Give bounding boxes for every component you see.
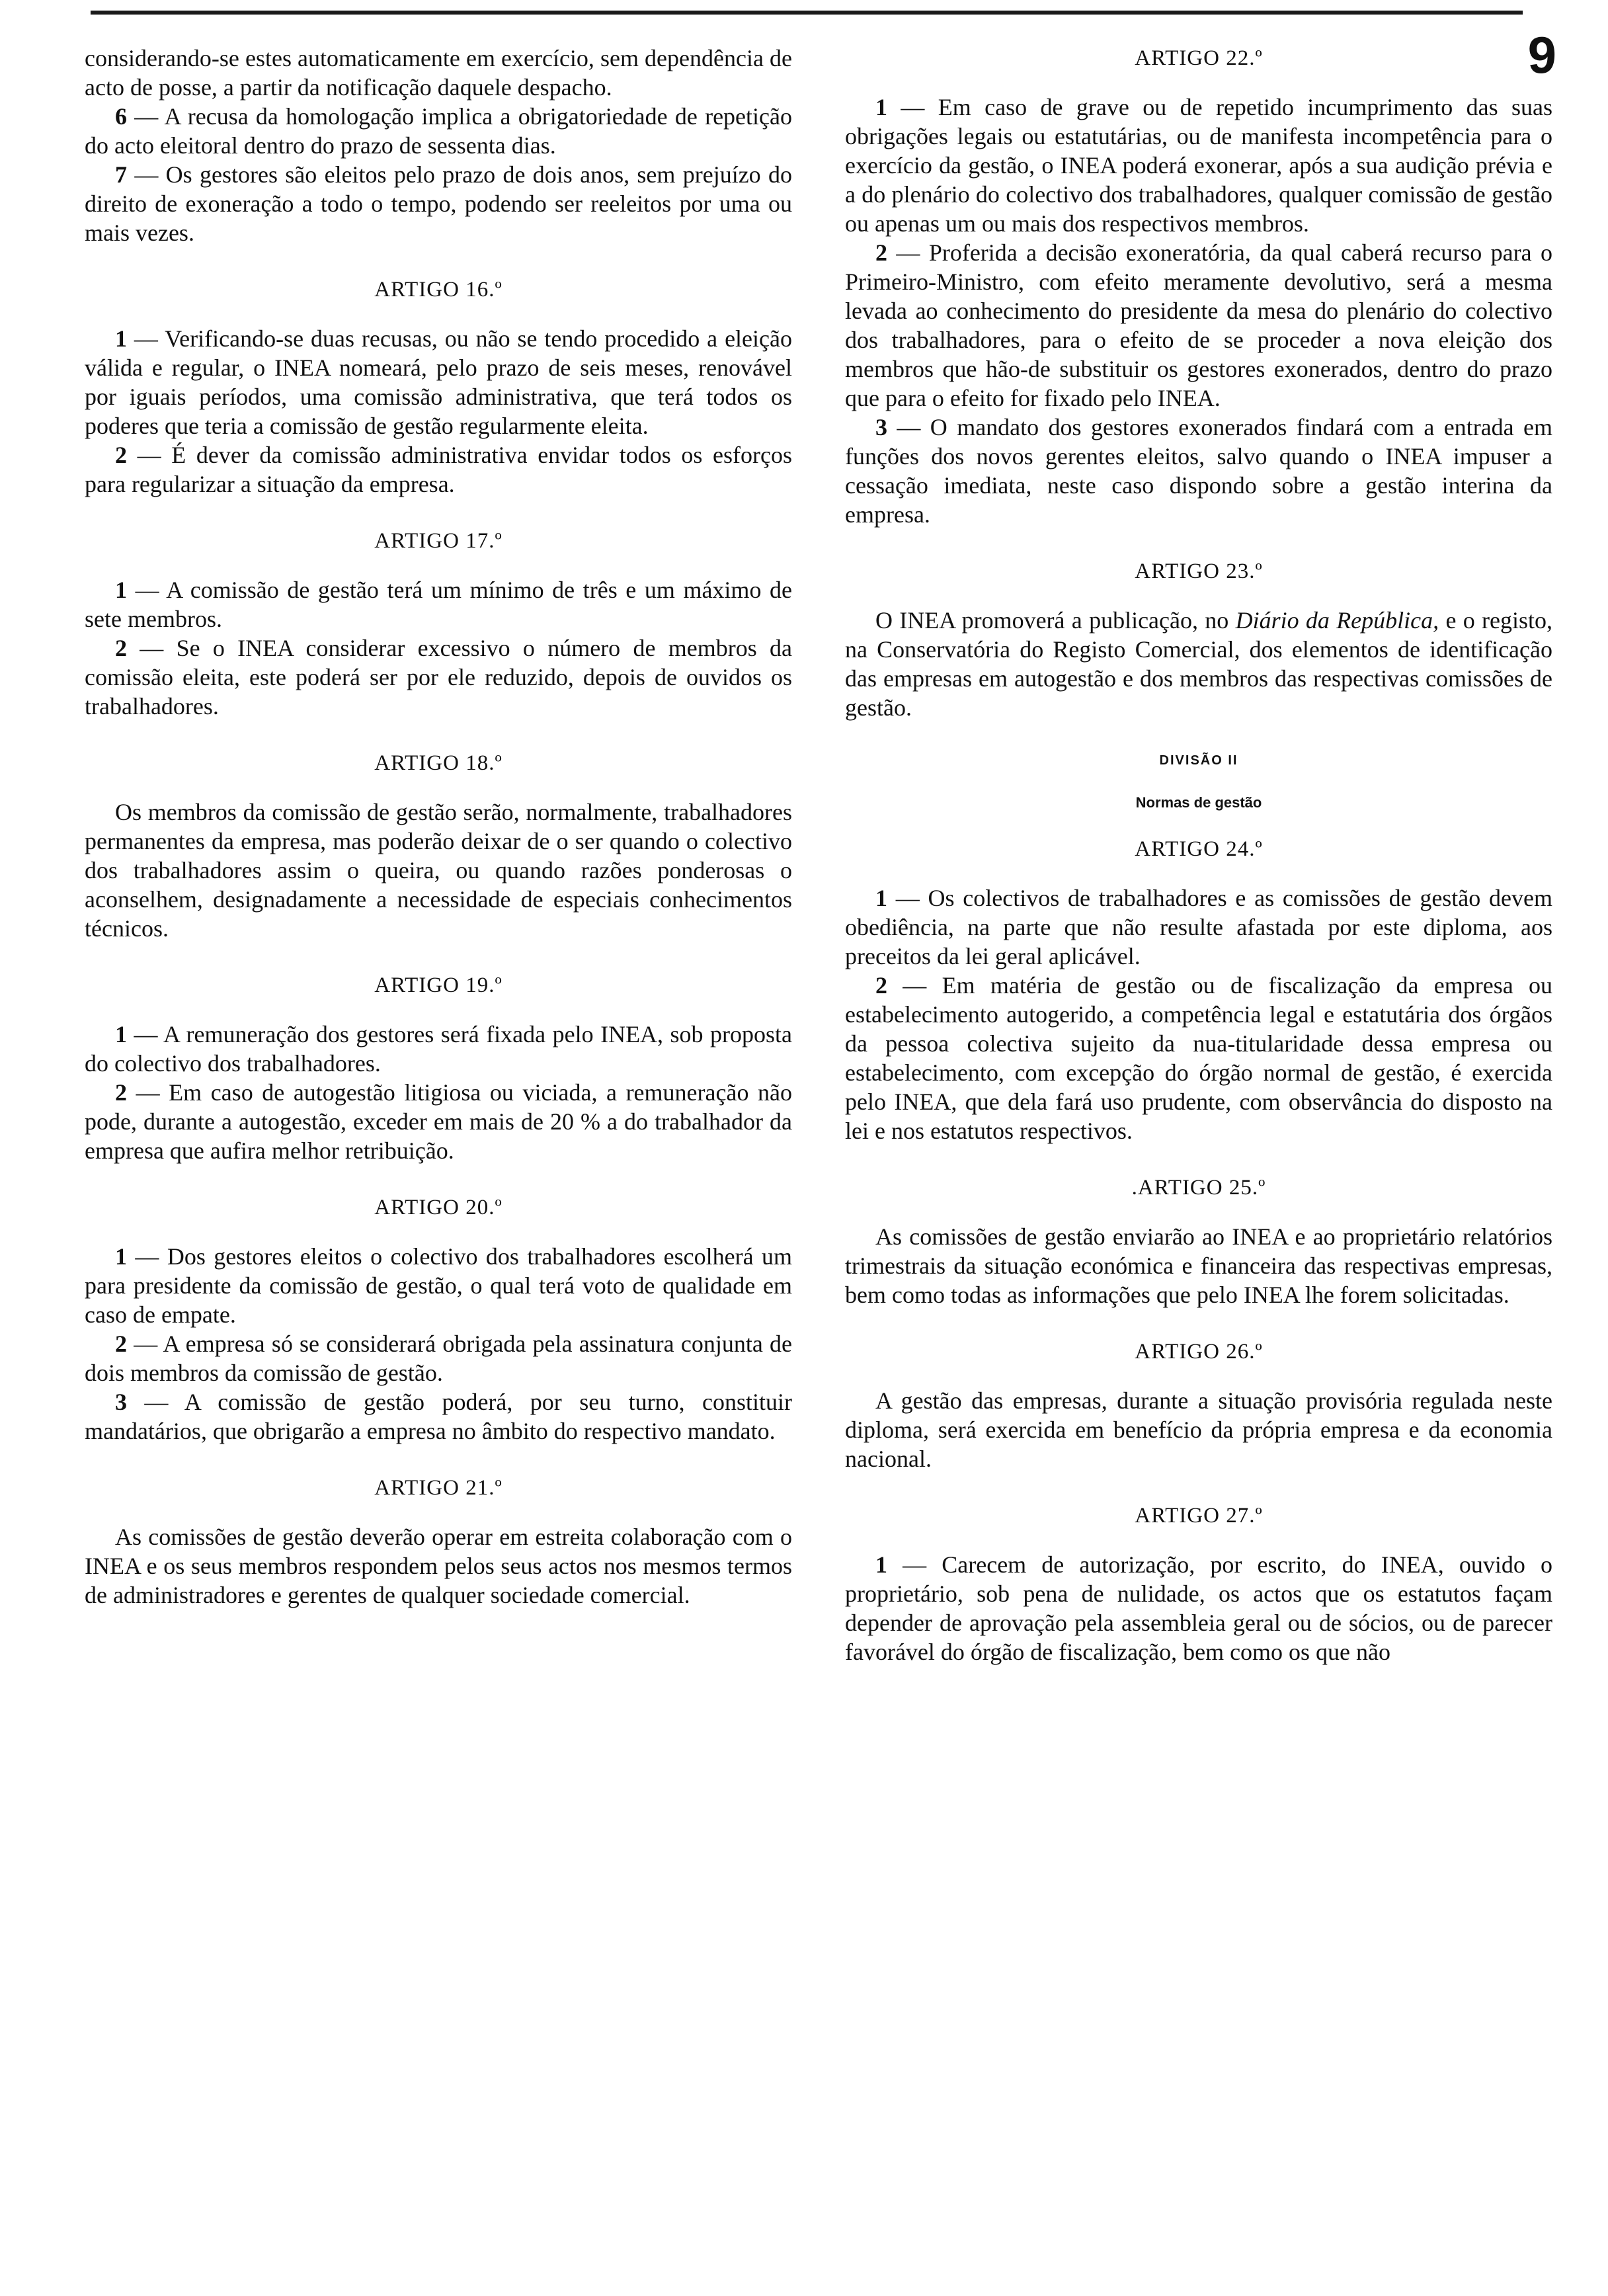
paragraph-number: 7: [115, 161, 127, 188]
division-label: DIVISÃO II: [1159, 753, 1238, 768]
paragraph: considerando-se estes automaticamente em exercício, sem dependência de acto de posse, a partir da notificação daquele despacho.: [85, 45, 792, 101]
paragraph: 1 — Os colectivos de trabalhadores e as comissões de gestão devem obediência, na parte que não resulte afastada por este diploma, aos preceitos da lei geral aplicável.: [845, 885, 1552, 969]
article-heading: ARTIGO 20.º: [374, 1196, 502, 1219]
paragraph-number: 1: [115, 1243, 127, 1270]
paragraph: 2 — Se o INEA considerar excessivo o número de membros da comissão eleita, este poderá ser por ele reduzido, depois de ouvidos os trabalhadores.: [85, 635, 793, 719]
paragraph-text: Proferida a decisão exoneratória, da qual caberá recurso para o Primeiro-Ministro, com efeito meramente devolutivo, será a mesma levada ao conhecimento do presidente da mesa do plenário do colectivo dos trabalhadores, para o efeito de se proceder a nova eleição dos membros que hão-de substituir os gestores exonerados, dentro do prazo que para o efeito for fixado pelo INEA.: [845, 239, 1553, 411]
article-heading: ARTIGO 22.º: [1135, 46, 1263, 70]
article-heading: ARTIGO 16.º: [374, 278, 502, 302]
paragraph: 2 — A empresa só se considerará obrigada pela assinatura conjunta de dois membros da comissão de gestão.: [85, 1331, 793, 1386]
paragraph: 1 — Carecem de autorização, por escrito, do INEA, ouvido o proprietário, sob pena de nulidade, os actos que os estatutos façam depender de aprovação pela assembleia geral ou de sócios, ou de parecer favorável do órgão de fiscalização, bem como os que não: [845, 1551, 1553, 1665]
paragraph-text: Em caso de grave ou de repetido incumprimento das suas obrigações legais ou estatutárias, ou de manifesta incompetência para o exercício da gestão, o INEA poderá exonerar, após a sua audição prévia e a do plenário do colectivo dos trabalhadores, qualquer comissão de gestão ou apenas um ou mais dos respectivos membros.: [845, 94, 1552, 237]
paragraph: 3 — A comissão de gestão poderá, por seu turno, constituir mandatários, que obrigarão a empresa no âmbito do respectivo mandato.: [85, 1389, 792, 1444]
paragraph-text: O mandato dos gestores exonerados findará com a entrada em funções dos novos gerentes eleitos, salvo quando o INEA impuser a cessação imediata, neste caso dispondo sobre a gestão interina da empresa.: [845, 414, 1553, 528]
paragraph-text: Dos gestores eleitos o colectivo dos trabalhadores escolherá um para presidente da comissão de gestão, o qual terá voto de qualidade em caso de empate.: [85, 1243, 793, 1328]
paragraph: Os membros da comissão de gestão serão, normalmente, trabalhadores permanentes da empresa, mas poderão deixar de o ser quando o colectivo dos trabalhadores assim o queira, ou quando razões ponderosas o aconselhem, designadamente a necessidade de especiais conhecimentos técnicos.: [85, 799, 792, 942]
article-heading: ARTIGO 17.º: [374, 529, 502, 553]
paragraph-number: 1: [115, 325, 127, 352]
paragraph: 1 — Verificando-se duas recusas, ou não se tendo procedido a eleição válida e regular, o INEA nomeará, pelo prazo de seis meses, renovável por iguais períodos, uma comissão administrativa, que terá todos os poderes que teria a comissão de gestão regularmente eleita.: [85, 325, 792, 439]
paragraph-text: O INEA promoverá a publicação, no: [875, 607, 1236, 634]
paragraph-text: A comissão de gestão terá um mínimo de três e um máximo de sete membros.: [85, 577, 793, 632]
paragraph-number: 2: [115, 442, 127, 468]
article-heading: ARTIGO 21.º: [374, 1476, 502, 1500]
paragraph-number: 2: [875, 239, 887, 266]
paragraph: 6 — A recusa da homologação implica a obrigatoriedade de repetição do acto eleitoral dentro do prazo de sessenta dias.: [85, 103, 793, 159]
division-title: Normas de gestão: [1135, 794, 1262, 811]
paragraph-number: 1: [115, 1021, 127, 1047]
paragraph: A gestão das empresas, durante a situação provisória regulada neste diploma, será exercida em benefício da própria empresa e da economia nacional.: [845, 1387, 1552, 1472]
paragraph: 2 — Proferida a decisão exoneratória, da qual caberá recurso para o Primeiro-Ministro, com efeito meramente devolutivo, será a mesma levada ao conhecimento do presidente da mesa do plenário do colectivo dos trabalhadores, para o efeito de se proceder a nova eleição dos membros que hão-de substituir os gestores exonerados, dentro do prazo que para o efeito for fixado pelo INEA.: [845, 239, 1553, 411]
left-column: [85, 44, 792, 1610]
paragraph-text: Em matéria de gestão ou de fiscalização da empresa ou estabelecimento autogerido, a competência legal e estatutária dos órgãos da pessoa colectiva sujeito da nua-titularidade dessa empresa ou estabelecimento, com excepção do órgão normal de gestão, é exercida pelo INEA, que dela fará uso prudente, com observância do disposto na lei e nos estatutos respectivos.: [845, 972, 1553, 1144]
paragraph-text: A empresa só se considerará obrigada pela assinatura conjunta de dois membros da comissão de gestão.: [85, 1331, 793, 1386]
paragraph-number: 1: [875, 1551, 887, 1578]
top-rule: [91, 11, 1523, 15]
paragraph: 1 — A comissão de gestão terá um mínimo de três e um máximo de sete membros.: [85, 577, 793, 632]
paragraph-text: Verificando-se duas recusas, ou não se tendo procedido a eleição válida e regular, o INEA nomeará, pelo prazo de seis meses, renovável por iguais períodos, uma comissão administrativa, que terá todos os poderes que teria a comissão de gestão regularmente eleita.: [85, 325, 792, 439]
article-heading: ARTIGO 24.º: [1135, 837, 1263, 861]
paragraph-text: Carecem de autorização, por escrito, do INEA, ouvido o proprietário, sob pena de nulidade, os actos que os estatutos façam depender de aprovação pela assembleia geral ou de sócios, ou de parecer favorável do órgão de fiscalização, bem como os que não: [845, 1551, 1553, 1665]
paragraph: 2 — Em caso de autogestão litigiosa ou viciada, a remuneração não pode, durante a autogestão, exceder em mais de 20 % a do trabalhador da empresa que aufira melhor retribuição.: [85, 1079, 792, 1164]
article-heading: ARTIGO 18.º: [374, 751, 502, 775]
paragraph-text: Em caso de autogestão litigiosa ou viciada, a remuneração não pode, durante a autogestão, exceder em mais de 20 % a do trabalhador da empresa que aufira melhor retribuição.: [85, 1079, 792, 1164]
paragraph-number: 3: [115, 1389, 127, 1415]
paragraph: 2 — Em matéria de gestão ou de fiscalização da empresa ou estabelecimento autogerido, a competência legal e estatutária dos órgãos da pessoa colectiva sujeito da nua-titularidade dessa empresa ou estabelecimento, com excepção do órgão normal de gestão, é exercida pelo INEA, que dela fará uso prudente, com observância do disposto na lei e nos estatutos respectivos.: [845, 972, 1553, 1144]
paragraph: 1 — A remuneração dos gestores será fixada pelo INEA, sob proposta do colectivo dos trabalhadores.: [85, 1021, 792, 1077]
paragraph-text: A remuneração dos gestores será fixada pelo INEA, sob proposta do colectivo dos trabalhadores.: [85, 1021, 792, 1077]
paragraph-number: 2: [115, 635, 127, 661]
paragraph-number: 3: [875, 414, 887, 440]
paragraph-text: Os gestores são eleitos pelo prazo de dois anos, sem prejuízo do direito de exoneração a todo o tempo, podendo ser reeleitos por uma ou mais vezes.: [85, 161, 793, 246]
paragraph-number: 2: [875, 972, 887, 999]
article-heading: ARTIGO 23.º: [1135, 559, 1263, 583]
paragraph: 1 — Dos gestores eleitos o colectivo dos trabalhadores escolherá um para presidente da comissão de gestão, o qual terá voto de qualidade em caso de empate.: [85, 1243, 793, 1328]
paragraph: [845, 606, 1552, 722]
paragraph-number: 1: [875, 885, 887, 911]
right-column: [845, 44, 1552, 1666]
article-heading: ARTIGO 19.º: [374, 973, 502, 997]
paragraph-text: A comissão de gestão poderá, por seu turno, constituir mandatários, que obrigarão a empresa no âmbito do respectivo mandato.: [85, 1389, 792, 1444]
paragraph: As comissões de gestão deverão operar em estreita colaboração com o INEA e os seus membros respondem pelos seus actos nos mesmos termos de administradores e gerentes de qualquer sociedade comercial.: [85, 1524, 792, 1608]
article-heading: ARTIGO 27.º: [1135, 1504, 1263, 1528]
paragraph-number: 6: [115, 103, 127, 130]
paragraph: 2 — É dever da comissão administrativa envidar todos os esforços para regularizar a situação da empresa.: [85, 442, 792, 497]
paragraph: 1 — Em caso de grave ou de repetido incumprimento das suas obrigações legais ou estatutárias, ou de manifesta incompetência para o exercício da gestão, o INEA poderá exonerar, após a sua audição prévia e a do plenário do colectivo dos trabalhadores, qualquer comissão de gestão ou apenas um ou mais dos respectivos membros.: [845, 94, 1552, 237]
paragraph: 3 — O mandato dos gestores exonerados findará com a entrada em funções dos novos gerentes eleitos, salvo quando o INEA impuser a cessação imediata, neste caso dispondo sobre a gestão interina da empresa.: [845, 414, 1553, 528]
paragraph-number: 1: [875, 94, 887, 120]
italic-title: Diário da República,: [1235, 607, 1439, 634]
paragraph-text: e o registo, na Conservatória do Registo Comercial, dos elementos de identificação das empresas em autogestão e dos membros das respectivas comissões de gestão.: [845, 607, 1552, 721]
paragraph: 7 — Os gestores são eleitos pelo prazo de dois anos, sem prejuízo do direito de exoneração a todo o tempo, podendo ser reeleitos por uma ou mais vezes.: [85, 161, 793, 246]
article-heading: ARTIGO 26.º: [1135, 1340, 1263, 1364]
paragraph-text: Os colectivos de trabalhadores e as comissões de gestão devem obediência, na parte que não resulte afastada por este diploma, aos preceitos da lei geral aplicável.: [845, 885, 1552, 969]
paragraph-number: 2: [115, 1331, 127, 1357]
article-heading: .ARTIGO 25.º: [1131, 1176, 1266, 1200]
paragraph-number: 2: [115, 1079, 127, 1106]
paragraph: As comissões de gestão enviarão ao INEA e ao proprietário relatórios trimestrais da situação económica e financeira das respectivas empresas, bem como todas as informações que pelo INEA lhe forem solicitadas.: [845, 1223, 1552, 1308]
paragraph-text: É dever da comissão administrativa envidar todos os esforços para regularizar a situação da empresa.: [85, 442, 792, 497]
paragraph-number: 1: [115, 577, 127, 603]
paragraph-text: Se o INEA considerar excessivo o número de membros da comissão eleita, este poderá ser por ele reduzido, depois de ouvidos os trabalhadores.: [85, 635, 793, 719]
page-number: 9: [1527, 26, 1556, 84]
paragraph-text: A recusa da homologação implica a obrigatoriedade de repetição do acto eleitoral dentro do prazo de sessenta dias.: [85, 103, 793, 159]
